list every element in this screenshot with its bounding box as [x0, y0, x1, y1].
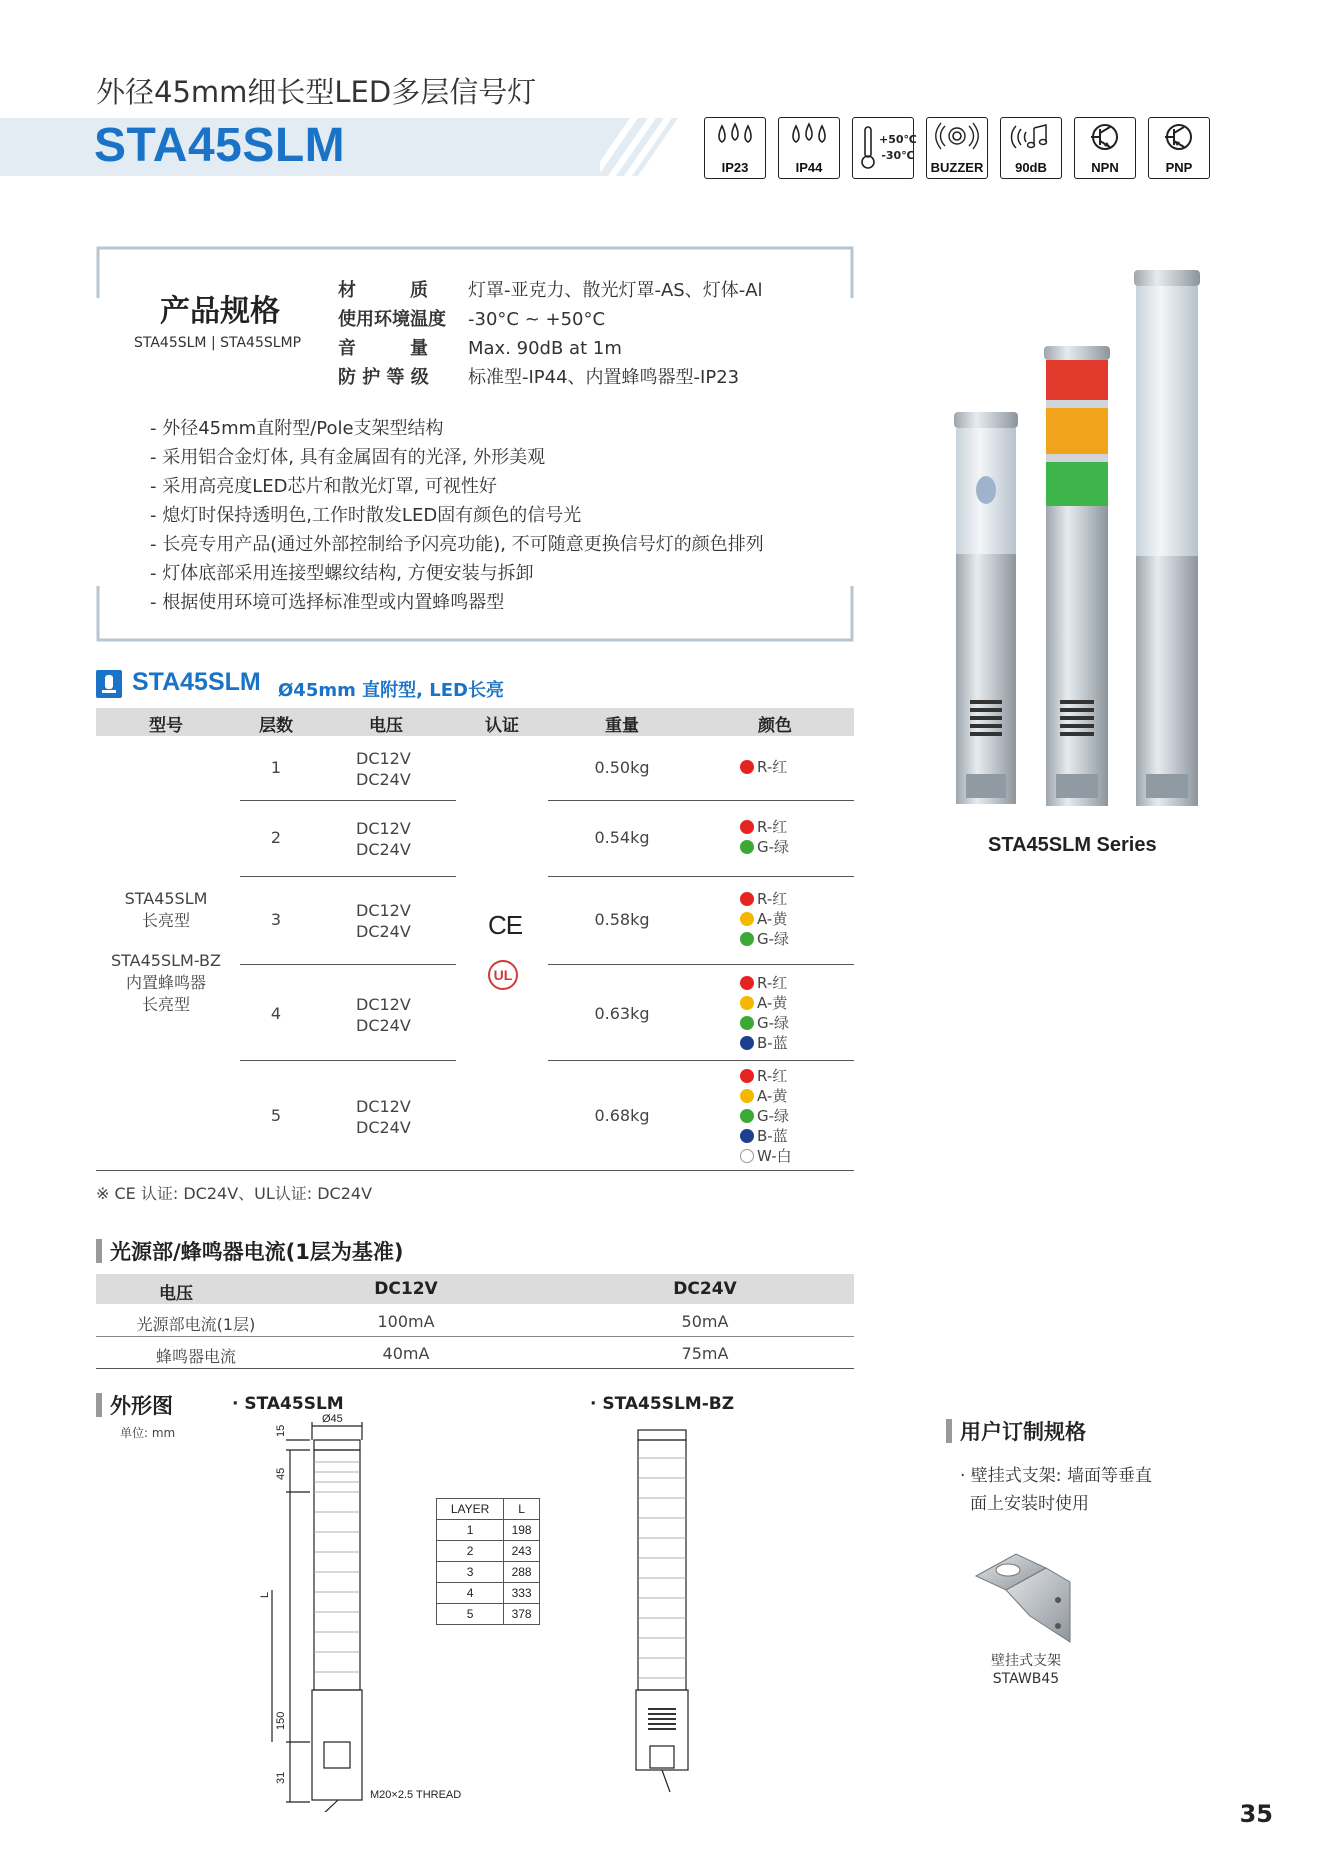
model-name-cell: STA45SLM 长亮型 STA45SLM-BZ 内置蜂鸣器 长亮型: [110, 889, 221, 1014]
section-bar: [96, 1393, 102, 1417]
current-row-value: 50mA: [681, 1312, 729, 1331]
product-photo: [940, 270, 1230, 815]
current-row-value: 40mA: [382, 1344, 430, 1363]
buzzer-icon: BUZZER: [926, 117, 988, 179]
feature-item: - 外径45mm直附型/Pole支架型结构: [150, 418, 444, 439]
drawing-b-title: · STA45SLM-BZ: [590, 1394, 735, 1414]
ip44-icon: IP44: [778, 117, 840, 179]
table-bottom-rule: [96, 1368, 854, 1369]
spec-models: STA45SLM | STA45SLMP: [134, 335, 302, 351]
length-cell: 378: [504, 1604, 540, 1625]
voltage-cell: DC12V DC24V: [356, 995, 411, 1035]
page-number: 35: [1239, 1800, 1273, 1828]
dimension-drawing-b: [620, 1428, 720, 1798]
green-dot-icon: [740, 840, 754, 854]
th-dc12v: DC12V: [374, 1279, 438, 1299]
feature-item: - 熄灯时保持透明色,工作时散发LED固有颜色的信号光: [150, 505, 582, 526]
layers-cell: 5: [270, 1106, 282, 1125]
section-bar: [96, 1239, 102, 1263]
bracket-caption: 壁挂式支架 STAWB45: [991, 1653, 1061, 1687]
length-cell: 288: [504, 1562, 540, 1583]
voltage-cell: DC12V DC24V: [356, 819, 411, 859]
feature-item: - 长亮专用产品(通过外部控制给予闪亮功能), 不可随意更换信号灯的颜色排列: [150, 534, 764, 555]
row-divider: [240, 964, 456, 965]
npn-transistor-icon: NPN: [1074, 117, 1136, 179]
length-cell: 333: [504, 1583, 540, 1604]
current-section-title: 光源部/蜂鸣器电流(1层为基准): [96, 1236, 403, 1266]
weight-cell: 0.63kg: [594, 1004, 650, 1023]
cert-note: ※ CE 认证: DC24V、UL认证: DC24V: [96, 1184, 373, 1203]
unit-label: 单位: mm: [120, 1426, 176, 1440]
layer-table-header: L: [504, 1499, 540, 1520]
th-cert: 认证: [485, 716, 519, 736]
model-title: STA45SLM: [94, 119, 346, 172]
red-dot-icon: [740, 1069, 754, 1083]
red-dot-icon: [740, 976, 754, 990]
color-list: R-红 A-黄 G-绿: [740, 889, 789, 949]
blue-dot-icon: [740, 1129, 754, 1143]
feature-item: - 采用高亮度LED芯片和散光灯罩, 可视性好: [150, 476, 497, 497]
spec-title: 产品规格: [160, 294, 280, 329]
header-stripes-decoration: [560, 118, 700, 176]
ip23-icon: IP23: [704, 117, 766, 179]
ce-mark-icon: CE: [488, 910, 523, 940]
feature-item: - 采用铝合金灯体, 具有金属固有的光泽, 外形美观: [150, 447, 546, 468]
feature-item: - 根据使用环境可选择标准型或内置蜂鸣器型: [150, 592, 505, 613]
sound-level-icon: 90dB: [1000, 117, 1062, 179]
model-section-title: STA45SLM: [132, 668, 261, 696]
thread-label: M20×2.5 THREAD: [370, 1789, 462, 1801]
layer-cell: 4: [437, 1583, 504, 1604]
temp-range: +50℃ -30℃: [879, 133, 917, 162]
row-divider: [240, 1060, 456, 1061]
th-dc24v: DC24V: [673, 1279, 737, 1299]
weight-cell: 0.58kg: [594, 910, 650, 929]
color-list: R-红 G-绿: [740, 817, 789, 857]
amber-dot-icon: [740, 996, 754, 1010]
ul-mark-icon: UL: [488, 960, 518, 990]
product-caption: STA45SLM Series: [988, 834, 1157, 856]
voltage-cell: DC12V DC24V: [356, 1097, 411, 1137]
voltage-cell: DC12V DC24V: [356, 901, 411, 941]
voltage-cell: DC12V DC24V: [356, 749, 411, 789]
green-dot-icon: [740, 1109, 754, 1123]
spec-row-material: 材 质 灯罩-亚克力、散光灯罩-AS、灯体-Al: [338, 280, 763, 301]
feature-item: - 灯体底部采用连接型螺纹结构, 方便安装与拆卸: [150, 563, 534, 584]
table-bottom-rule: [96, 1170, 854, 1171]
layers-cell: 3: [270, 910, 282, 929]
th-layers: 层数: [259, 716, 293, 736]
weight-cell: 0.68kg: [594, 1106, 650, 1125]
white-dot-icon: [740, 1149, 754, 1163]
row-divider: [96, 1336, 854, 1337]
dim-dia: Ø45: [322, 1413, 343, 1425]
pnp-transistor-icon: PNP: [1148, 117, 1210, 179]
row-divider: [548, 800, 854, 801]
th-voltage: 电压: [369, 716, 403, 736]
dimension-section-title: 外形图: [96, 1390, 173, 1420]
current-row-label: 光源部电流(1层): [136, 1315, 256, 1334]
model-section-subtitle: Ø45mm 直附型, LED长亮: [278, 680, 504, 701]
layers-cell: 2: [270, 828, 282, 847]
current-row-value: 75mA: [681, 1344, 729, 1363]
current-row-label: 蜂鸣器电流: [155, 1347, 236, 1366]
row-divider: [548, 964, 854, 965]
wall-bracket-image: [966, 1546, 1086, 1650]
th-model: 型号: [149, 716, 183, 736]
layer-cell: 1: [437, 1520, 504, 1541]
layers-cell: 1: [270, 758, 282, 777]
color-list: R-红 A-黄 G-绿 B-蓝: [740, 973, 789, 1053]
red-dot-icon: [740, 820, 754, 834]
dim-15: 15: [275, 1424, 287, 1437]
amber-dot-icon: [740, 1089, 754, 1103]
th-current-voltage: 电压: [159, 1284, 193, 1304]
red-dot-icon: [740, 892, 754, 906]
length-cell: 198: [504, 1520, 540, 1541]
custom-section-desc: · 壁挂式支架: 墙面等垂直 面上安装时使用: [960, 1466, 1152, 1514]
dim-L: L: [259, 1591, 271, 1598]
green-dot-icon: [740, 932, 754, 946]
dim-150: 150: [275, 1711, 287, 1730]
red-dot-icon: [740, 760, 754, 774]
spec-row-temperature: 使用环境温度 -30°C ~ +50°C: [338, 309, 606, 330]
weight-cell: 0.54kg: [594, 828, 650, 847]
page-subtitle: 外径45mm细长型LED多层信号灯: [96, 75, 537, 109]
amber-dot-icon: [740, 912, 754, 926]
row-divider: [240, 800, 456, 801]
spec-row-protection: 防 护 等 级 标准型-IP44、内置蜂鸣器型-IP23: [338, 367, 740, 388]
custom-section-title: 用户订制规格: [946, 1416, 1086, 1446]
th-color: 颜色: [758, 716, 792, 736]
green-dot-icon: [740, 1016, 754, 1030]
layer-table-header: LAYER: [437, 1499, 504, 1520]
spec-row-volume: 音 量 Max. 90dB at 1m: [338, 338, 622, 359]
layer-cell: 2: [437, 1541, 504, 1562]
color-list: R-红 A-黄 G-绿 B-蓝 W-白: [740, 1066, 792, 1166]
layers-cell: 4: [270, 1004, 282, 1023]
dim-31: 31: [275, 1771, 287, 1784]
lamp-section-icon: [96, 670, 122, 698]
section-bar: [946, 1419, 952, 1443]
layer-length-table: [436, 1498, 540, 1625]
th-weight: 重量: [605, 716, 639, 736]
dim-45: 45: [275, 1467, 287, 1480]
drawing-a-title: · STA45SLM: [232, 1394, 344, 1414]
weight-cell: 0.50kg: [594, 758, 650, 777]
color-list: R-红: [740, 757, 787, 777]
blue-dot-icon: [740, 1036, 754, 1050]
layer-cell: 5: [437, 1604, 504, 1625]
length-cell: 243: [504, 1541, 540, 1562]
row-divider: [240, 876, 456, 877]
row-divider: [548, 1060, 854, 1061]
row-divider: [548, 876, 854, 877]
thermometer-icon: [852, 117, 917, 179]
current-row-value: 100mA: [377, 1312, 435, 1331]
layer-cell: 3: [437, 1562, 504, 1583]
